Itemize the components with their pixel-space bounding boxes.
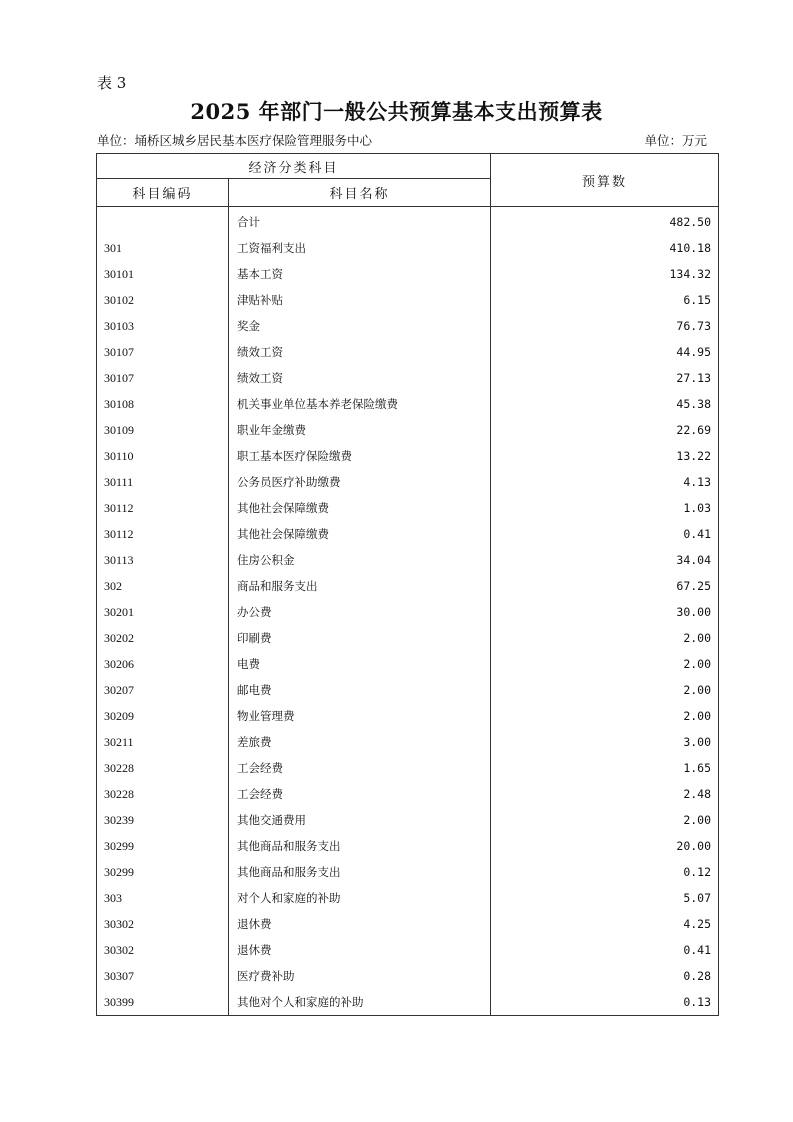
table-row (97, 859, 719, 885)
subject-name-cell: 其他商品和服务支出 (229, 833, 491, 859)
budget-amount-cell: 6.15 (491, 287, 719, 313)
budget-amount-cell: 2.00 (491, 807, 719, 833)
subject-name-cell: 对个人和家庭的补助 (229, 885, 491, 911)
budget-amount-cell: 22.69 (491, 417, 719, 443)
table-number-label: 表 3 (97, 74, 127, 92)
subject-name-cell: 物业管理费 (229, 703, 491, 729)
budget-amount-cell: 5.07 (491, 885, 719, 911)
subject-code-cell: 30109 (97, 417, 229, 443)
subject-code-cell: 30228 (97, 755, 229, 781)
subject-name-cell: 工资福利支出 (229, 235, 491, 261)
table-row (97, 677, 719, 703)
budget-amount-cell: 13.22 (491, 443, 719, 469)
subject-code-cell: 30207 (97, 677, 229, 703)
subject-code-cell: 30399 (97, 989, 229, 1016)
subject-name-cell: 电费 (229, 651, 491, 677)
subject-code-cell: 30112 (97, 521, 229, 547)
table-row (97, 339, 719, 365)
budget-amount-cell: 482.50 (491, 207, 719, 236)
subject-code-cell: 30299 (97, 833, 229, 859)
table-row (97, 573, 719, 599)
subject-code-cell: 30107 (97, 365, 229, 391)
budget-amount-cell: 44.95 (491, 339, 719, 365)
budget-amount-cell: 67.25 (491, 573, 719, 599)
budget-amount-cell: 2.00 (491, 703, 719, 729)
budget-amount-cell: 134.32 (491, 261, 719, 287)
subject-code-cell: 30101 (97, 261, 229, 287)
budget-amount-cell: 30.00 (491, 599, 719, 625)
budget-table-header (97, 154, 719, 207)
subject-code-cell: 30108 (97, 391, 229, 417)
budget-amount-cell: 2.00 (491, 677, 719, 703)
header-budget-amount: 预算数 (491, 154, 719, 207)
budget-amount-cell: 0.41 (491, 937, 719, 963)
table-row (97, 443, 719, 469)
header-subject-name: 科目名称 (229, 179, 491, 207)
subject-name-cell: 差旅费 (229, 729, 491, 755)
subject-code-cell: 30102 (97, 287, 229, 313)
subject-code-cell: 30111 (97, 469, 229, 495)
subject-code-cell: 30201 (97, 599, 229, 625)
budget-amount-cell: 0.41 (491, 521, 719, 547)
table-row (97, 495, 719, 521)
subject-name-cell: 退休费 (229, 937, 491, 963)
table-row (97, 261, 719, 287)
subject-code-cell: 30302 (97, 911, 229, 937)
table-row (97, 547, 719, 573)
table-row (97, 937, 719, 963)
budget-amount-cell: 34.04 (491, 547, 719, 573)
subject-name-cell: 工会经费 (229, 755, 491, 781)
subject-name-cell: 邮电费 (229, 677, 491, 703)
subject-name-cell: 基本工资 (229, 261, 491, 287)
table-row (97, 287, 719, 313)
budget-amount-cell: 1.03 (491, 495, 719, 521)
header-subject-code: 科目编码 (97, 179, 229, 207)
subject-code-cell: 30307 (97, 963, 229, 989)
table-row (97, 207, 719, 236)
table-row (97, 599, 719, 625)
budget-table-body (97, 207, 719, 1016)
subject-name-cell: 公务员医疗补助缴费 (229, 469, 491, 495)
table-row (97, 911, 719, 937)
subject-name-cell: 退休费 (229, 911, 491, 937)
table-row (97, 365, 719, 391)
subject-code-cell: 30302 (97, 937, 229, 963)
table-row (97, 417, 719, 443)
table-row (97, 703, 719, 729)
subject-name-cell: 印刷费 (229, 625, 491, 651)
budget-amount-cell: 27.13 (491, 365, 719, 391)
subject-code-cell: 30228 (97, 781, 229, 807)
budget-amount-cell: 0.13 (491, 989, 719, 1016)
subject-code-cell: 30113 (97, 547, 229, 573)
subject-code-cell: 302 (97, 573, 229, 599)
subject-name-cell: 其他交通费用 (229, 807, 491, 833)
budget-amount-cell: 0.28 (491, 963, 719, 989)
table-row (97, 729, 719, 755)
subject-name-cell: 绩效工资 (229, 365, 491, 391)
subject-name-cell: 合计 (229, 207, 491, 236)
budget-amount-cell: 20.00 (491, 833, 719, 859)
table-row (97, 391, 719, 417)
table-row (97, 833, 719, 859)
table-row (97, 885, 719, 911)
subject-name-cell: 职工基本医疗保险缴费 (229, 443, 491, 469)
subject-code-cell: 303 (97, 885, 229, 911)
table-row (97, 313, 719, 339)
subject-code-cell: 30209 (97, 703, 229, 729)
budget-amount-cell: 4.13 (491, 469, 719, 495)
table-row (97, 755, 719, 781)
table-row (97, 807, 719, 833)
subject-name-cell: 办公费 (229, 599, 491, 625)
table-row (97, 963, 719, 989)
budget-amount-cell: 2.00 (491, 625, 719, 651)
header-economic-classification: 经济分类科目 (97, 154, 491, 179)
document-title: 2025 年部门一般公共预算基本支出预算表 (190, 99, 603, 124)
subject-code-cell: 301 (97, 235, 229, 261)
table-row (97, 989, 719, 1016)
subject-code-cell: 30299 (97, 859, 229, 885)
subject-name-cell: 商品和服务支出 (229, 573, 491, 599)
table-row (97, 521, 719, 547)
subject-name-cell: 住房公积金 (229, 547, 491, 573)
subject-name-cell: 绩效工资 (229, 339, 491, 365)
subject-code-cell: 30206 (97, 651, 229, 677)
subject-code-cell: 30211 (97, 729, 229, 755)
budget-amount-cell: 76.73 (491, 313, 719, 339)
subject-name-cell: 职业年金缴费 (229, 417, 491, 443)
organization-unit-label: 单位：埇桥区城乡居民基本医疗保险管理服务中心 (97, 133, 373, 148)
budget-amount-cell: 2.48 (491, 781, 719, 807)
table-row (97, 235, 719, 261)
budget-amount-cell: 45.38 (491, 391, 719, 417)
subject-code-cell: 30202 (97, 625, 229, 651)
subject-name-cell: 其他社会保障缴费 (229, 495, 491, 521)
table-row (97, 469, 719, 495)
subject-code-cell: 30112 (97, 495, 229, 521)
subject-code-cell: 30110 (97, 443, 229, 469)
budget-amount-cell: 410.18 (491, 235, 719, 261)
table-row (97, 651, 719, 677)
table-row (97, 625, 719, 651)
budget-amount-cell: 2.00 (491, 651, 719, 677)
subject-code-cell: 30239 (97, 807, 229, 833)
currency-unit-label: 单位：万元 (644, 133, 707, 148)
budget-amount-cell: 3.00 (491, 729, 719, 755)
subject-code-cell (97, 207, 229, 236)
subject-name-cell: 其他对个人和家庭的补助 (229, 989, 491, 1016)
subject-code-cell: 30103 (97, 313, 229, 339)
budget-table (96, 153, 719, 1016)
budget-amount-cell: 1.65 (491, 755, 719, 781)
subject-code-cell: 30107 (97, 339, 229, 365)
subject-name-cell: 机关事业单位基本养老保险缴费 (229, 391, 491, 417)
budget-amount-cell: 4.25 (491, 911, 719, 937)
subject-name-cell: 其他社会保障缴费 (229, 521, 491, 547)
subject-name-cell: 医疗费补助 (229, 963, 491, 989)
subject-name-cell: 其他商品和服务支出 (229, 859, 491, 885)
subject-name-cell: 奖金 (229, 313, 491, 339)
subject-name-cell: 工会经费 (229, 781, 491, 807)
subject-name-cell: 津贴补贴 (229, 287, 491, 313)
budget-amount-cell: 0.12 (491, 859, 719, 885)
table-row (97, 781, 719, 807)
